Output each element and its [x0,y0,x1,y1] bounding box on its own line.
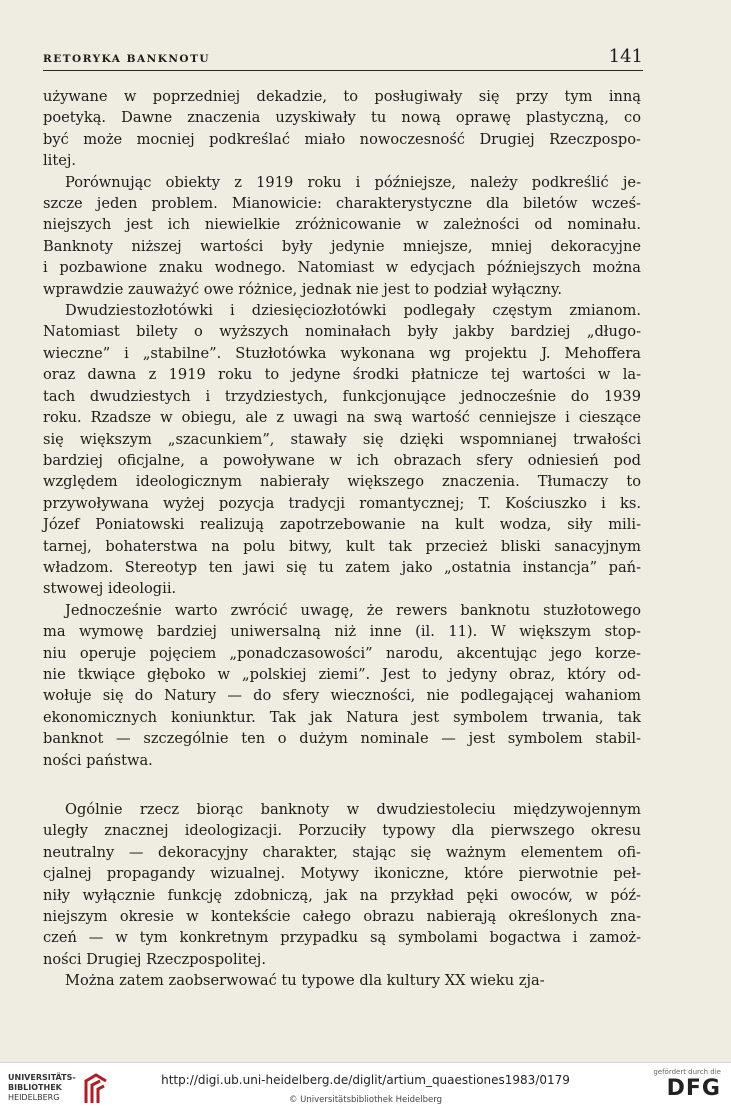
text-line: bardziej oficjalne, a powoływane w ich obrazach sfery odniesień pod [43,451,641,469]
paragraph [43,86,641,172]
text-line: się większym „szacunkiem”, stawały się dzięki wspomnianej trwałości [43,430,641,448]
text-line: Jednocześnie warto zwrócić uwagę, że rewers banknotu stuzłotowego [65,601,641,619]
text-line: stwowej ideologii. [43,580,177,598]
text-line: Natomiast bilety o wyższych nominałach były jakby bardziej „długo- [43,323,641,341]
text-line: i pozbawione znaku wodnego. Natomiast w edycjach późniejszych można [43,259,641,277]
text-line: wołuje się do Natury — do sfery wieczności, nie podlegającej wahaniom [43,687,641,705]
text-line: neutralny — dekoracyjny charakter, stając się ważnym elementem ofi- [43,843,641,861]
body-text [43,86,641,992]
text-line: Banknoty niższej wartości były jedynie mniejsze, mniej dekoracyjne [43,237,641,255]
text-line: tach dwudziestych i trzydziestych, funkcjonujące jednocześnie do 1939 [43,387,641,405]
text-line: roku. Rzadsze w obiegu, ale z uwagi na swą wartość cenniejsze i cieszące [43,409,641,427]
text-line: oraz dawna z 1919 roku to jedyne środki płatnicze tej wartości w la- [43,366,641,384]
text-line: być może mocniej podkreślać miało nowoczesność Drugiej Rzeczpospo- [43,130,641,148]
page-url[interactable]: http://digi.ub.uni-heidelberg.de/diglit/artium_quaestiones1983/0179 [161,1073,570,1087]
running-title: RETORYKA BANKNOTU [43,53,211,65]
text-line: banknot — szczególnie ten o dużym nominale — jest symbolem stabil- [43,730,641,748]
text-line: wprawdzie zauważyć owe różnice, jednak nie jest to podział wyłączny. [43,280,563,298]
sponsor-logo[interactable] [641,1068,721,1112]
dfg-logo-text: DFG [666,1076,721,1101]
page-number: 141 [608,46,643,67]
copyright-notice: © Universitätsbibliothek Heidelberg [288,1095,442,1105]
text-line: Ogólnie rzecz biorąc banknoty w dwudziestoleciu międzywojennym [65,801,641,818]
text-line: używane w poprzedniej dekadzie, to posługiwały się przy tym inną [43,88,641,105]
text-line: Można zatem zaobserwować tu typowe dla kultury XX wieku zja- [65,972,545,990]
paragraph [43,799,641,970]
text-line: ności państwa. [43,751,153,769]
text-line: wieczne” i „stabilne”. Stuzłotówka wykonana wg projektu J. Mehoffera [43,344,641,362]
paragraph [43,970,641,991]
text-line: niły wyłącznie funkcję zdobniczą, jak na przykład pęki owoców, w póź- [43,886,641,904]
paragraph [43,172,641,300]
text-line: nie tkwiące głęboko w „polskiej ziemi”. Jest to jedyny obraz, który od- [43,665,641,683]
text-line: czeń — w tym konkretnym przypadku są symbolami bogactwa i zamoż- [43,929,641,947]
text-line: ekonomicznych koniunktur. Tak jak Natura jest symbolem trwania, tak [43,708,641,726]
text-line: Porównując obiekty z 1919 roku i późniejsze, należy podkreślić je- [65,173,641,191]
text-line: cjalnej propagandy wizualnej. Motywy ikoniczne, które pierwotnie peł- [43,865,641,883]
text-line: ności Drugiej Rzeczpospolitej. [43,950,266,968]
text-line: poetyką. Dawne znaczenia uzyskiwały tu nową oprawę plastyczną, co [43,109,641,127]
text-line: szcze jeden problem. Mianowicie: charakterystyczne dla biletów wcześ- [43,195,641,213]
text-line: uległy znacznej ideologizacji. Porzuciły typowy dla pierwszego okresu [43,822,641,840]
text-line: przywoływana wyżej pozycja tradycji romantycznej; T. Kościuszko i ks. [43,494,641,512]
text-line: litej. [43,152,76,170]
text-line: względem ideologicznym nabierały większego znaczenia. Tłumaczy to [43,473,641,491]
text-line: władzom. Stereotyp ten jawi się tu zatem jako „ostatnia instancja” pań- [43,558,641,576]
library-name-line3: HEIDELBERG [8,1093,60,1102]
paragraph [43,600,641,771]
paragraph [43,300,641,600]
text-line: ma wymowę bardziej uniwersalną niż inne (il. 11). W większym stop- [43,623,641,641]
running-head [43,46,643,72]
viewer-footer [0,1062,731,1115]
text-line: niejszych jest ich niewielkie zróżnicowanie w zależności od nominału. [43,216,641,234]
text-line: niejszym okresie w kontekście całego obrazu nabierają określonych zna- [43,908,641,926]
text-line: tarnej, bohaterstwa na polu bitwy, kult tak przecież bliski sanacyjnym [43,537,641,555]
sponsor-caption: gefördert durch die [653,1068,721,1076]
library-name-line2: BIBLIOTHEK [8,1083,62,1092]
text-line: Józef Poniatowski realizują zapotrzebowanie na kult wodza, siły mili- [43,516,641,534]
text-line: Dwudziestozłotówki i dziesięciozłotówki podlegały częstym zmianom. [65,302,641,320]
library-name-line1: UNIVERSITÄTS- [8,1073,76,1082]
header-rule [43,70,643,71]
text-line: niu operuje pojęciem „ponadczasowości” narodu, akcentując jego korze- [43,644,641,662]
